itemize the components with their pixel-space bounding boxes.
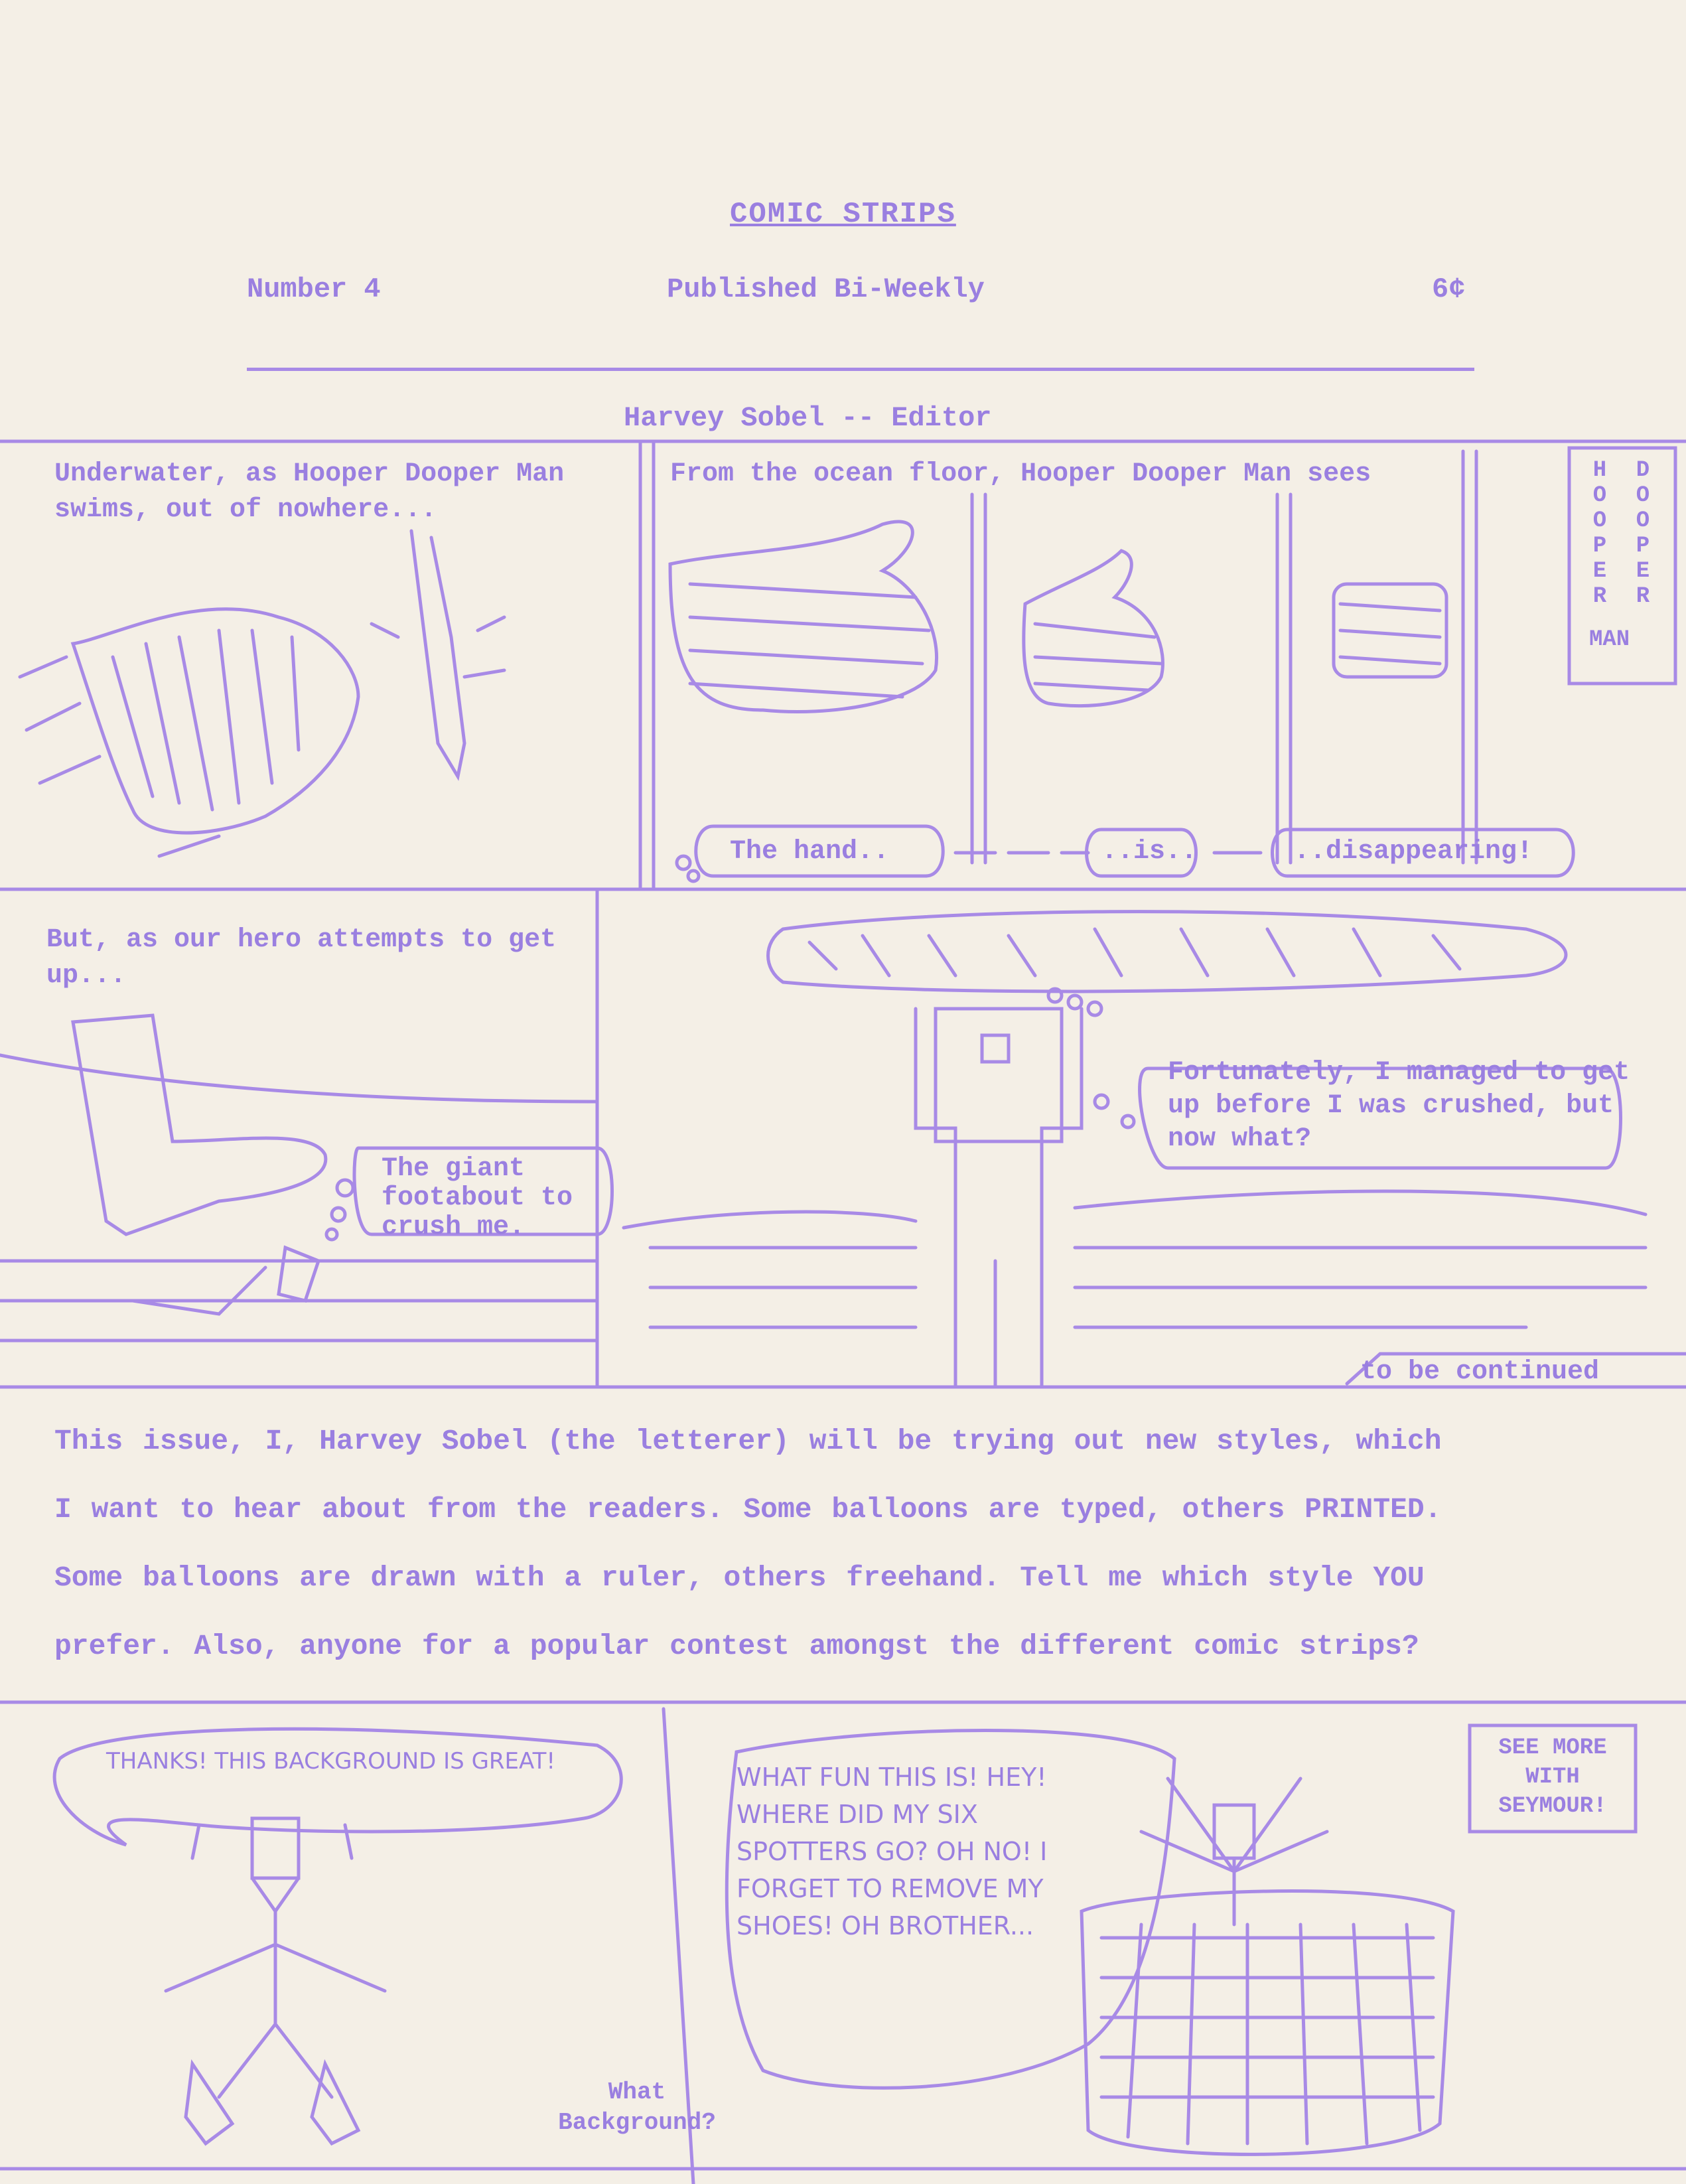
thought-the-hand: The hand.. xyxy=(730,837,890,867)
note-line-3: Some balloons are drawn with a ruler, others freehand. Tell me which style YOU xyxy=(54,1562,1425,1594)
panel2-caption: From the ocean floor, Hooper Dooper Man sees xyxy=(670,459,1371,489)
letterer-note xyxy=(54,1407,1647,1680)
caption-what-background: What Background? xyxy=(558,2078,716,2136)
balloon-background-great: THANKS! THIS BACKGROUND IS GREAT! xyxy=(106,1748,556,1775)
thought-disappearing: ..disappearing! xyxy=(1294,837,1533,867)
note-line-4: prefer. Also, anyone for a popular contest amongst the different comic strips? xyxy=(54,1630,1419,1662)
masthead-title: COMIC STRIPS xyxy=(730,198,956,231)
issue-number: Number 4 xyxy=(247,273,381,305)
note-line-1: This issue, I, Harvey Sobel (the letterer) will be trying out new styles, which xyxy=(54,1425,1442,1457)
thought-is: ..is.. xyxy=(1101,837,1198,867)
note-line-2: I want to hear about from the readers. Some balloons are typed, others PRINTED. xyxy=(54,1493,1442,1526)
issue-price: 6¢ xyxy=(1432,273,1466,305)
to-be-continued: to be continued xyxy=(1360,1357,1600,1387)
panel3-caption: But, as our hero attempts to get up... xyxy=(46,925,557,991)
side-logo-man: MAN xyxy=(1589,627,1630,652)
side-logo-hooper: HOOPER xyxy=(1587,458,1612,609)
balloon-what-fun: WHAT FUN THIS IS! HEY! WHERE DID MY SIX SPOTTERS GO? OH NO! I FORGET TO REMOVE MY SHOES! OH BROTHER... xyxy=(737,1763,1048,1940)
editor-credit: Harvey Sobel -- Editor xyxy=(624,402,992,434)
box-see-more-seymour: SEE MORE WITH SEYMOUR! xyxy=(1498,1735,1607,1819)
side-logo-dooper: DOOPER xyxy=(1630,458,1655,609)
panel1-caption: Underwater, as Hooper Dooper Man swims, out of nowhere... xyxy=(54,459,565,525)
thought-fortunately: Fortunately, I managed to get up before I was crushed, but now what? xyxy=(1168,1058,1630,1154)
thought-giant-foot: The giant footabout to crush me. xyxy=(382,1154,573,1242)
publication-frequency: Published Bi-Weekly xyxy=(667,273,985,305)
